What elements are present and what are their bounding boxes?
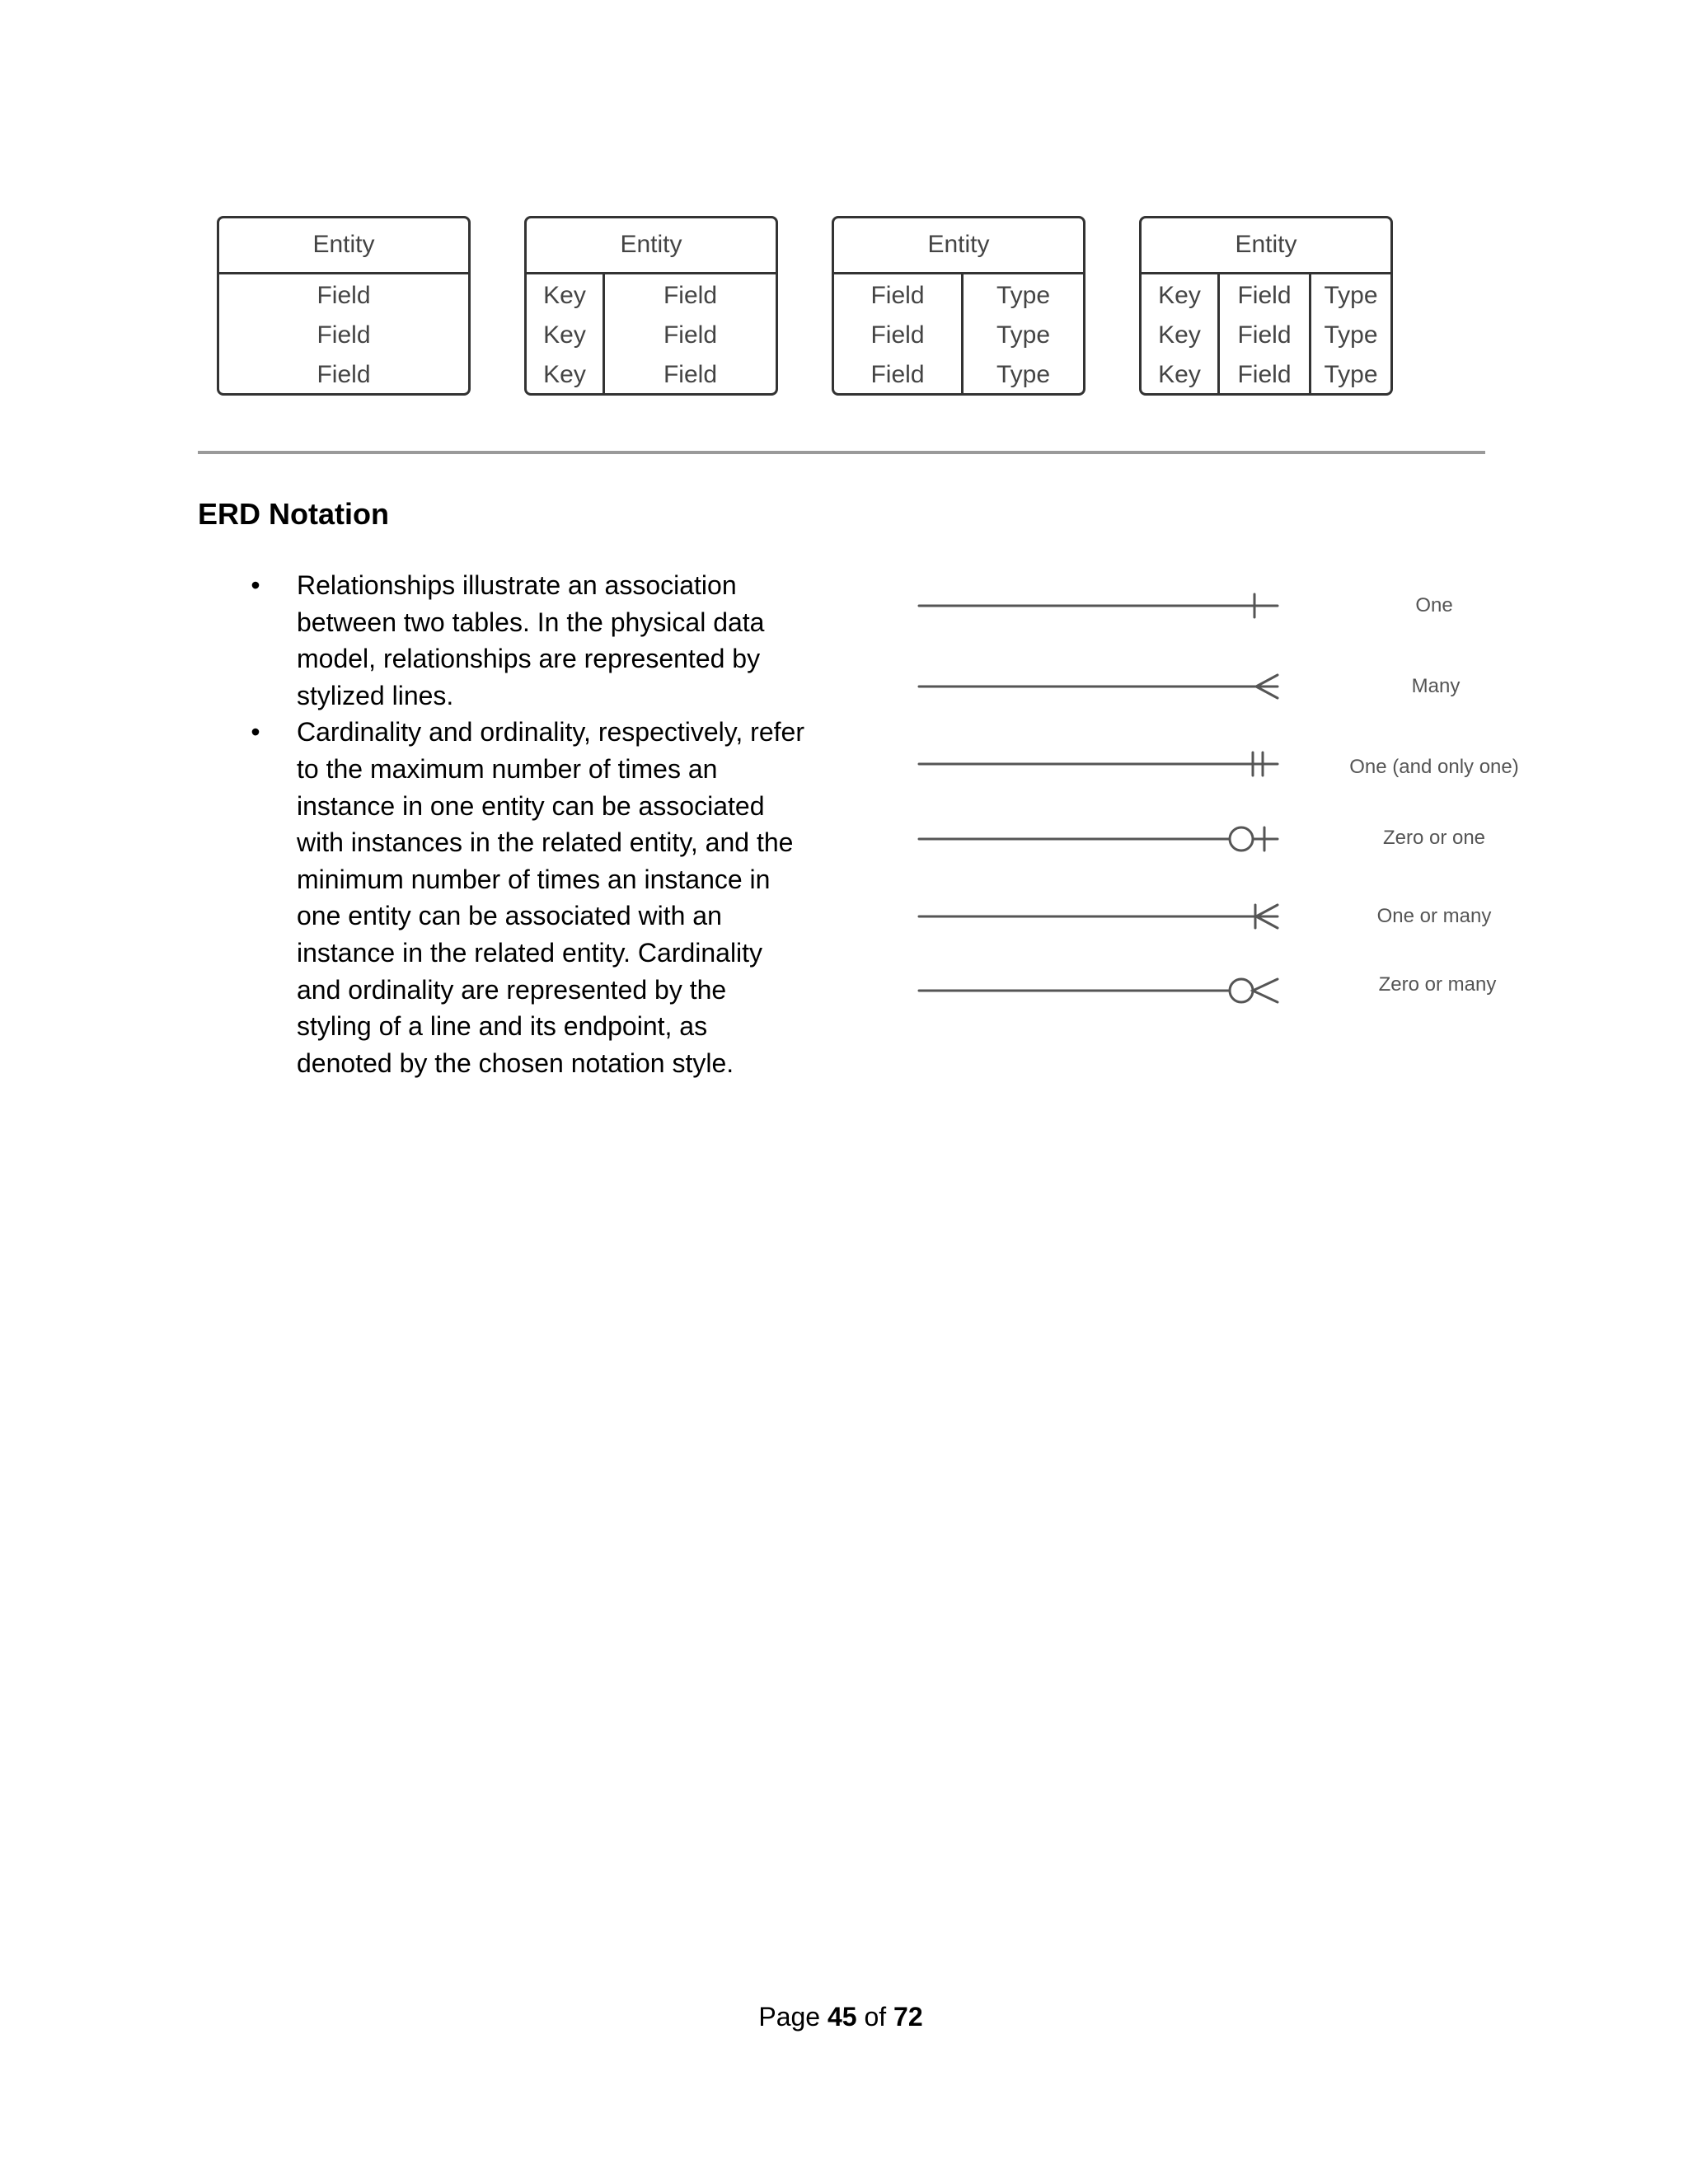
entity-box-field-type (832, 216, 1085, 396)
entity-cell: Field (870, 361, 925, 388)
page-total-number: 72 (893, 2002, 923, 2032)
entity-cell: Key (543, 282, 586, 309)
section-heading: ERD Notation (198, 497, 389, 531)
entity-cell: Field (316, 321, 371, 349)
notation-label: One or many (1376, 905, 1492, 927)
entity-title: Entity (834, 218, 1083, 274)
entity-cell: Field (316, 361, 371, 388)
notation-label: Many (1411, 675, 1461, 697)
entity-cell: Field (1237, 282, 1292, 309)
entity-cell: Field (663, 321, 718, 349)
entity-box-field (217, 216, 471, 396)
erd-notation-diagram (907, 577, 1533, 1022)
entity-cell: Field (870, 321, 925, 349)
zero-or-one-notation-icon (919, 827, 1278, 851)
bullet-item (247, 567, 808, 714)
bullet-item (247, 714, 808, 1081)
entity-title: Entity (527, 218, 776, 274)
bullet-list (247, 567, 808, 1081)
entity-cell: Key (1158, 361, 1201, 388)
many-notation-icon (919, 675, 1278, 698)
entity-box-key-field (524, 216, 778, 396)
entity-cell: Field (1237, 321, 1292, 349)
entity-cell: Field (663, 361, 718, 388)
entity-cell: Field (870, 282, 925, 309)
notation-label: One (and only one) (1349, 756, 1519, 778)
one-or-many-notation-icon (919, 905, 1278, 928)
notation-label: Zero or one (1382, 827, 1486, 849)
entity-cell: Key (543, 321, 586, 349)
zero-or-many-notation-icon (919, 979, 1278, 1002)
entity-title: Entity (219, 218, 468, 274)
entity-cell: Key (1158, 321, 1201, 349)
entity-cell: Field (1237, 361, 1292, 388)
entity-cell: Type (1324, 361, 1378, 388)
section-divider (198, 451, 1485, 454)
entity-cell: Type (1324, 282, 1378, 309)
page-current-number: 45 (827, 2002, 857, 2032)
entity-cell: Field (663, 282, 718, 309)
notation-label: Zero or many (1378, 973, 1497, 996)
entity-cell: Type (996, 321, 1051, 349)
page-footer-separator: of (864, 2002, 887, 2032)
entity-cell: Type (996, 361, 1051, 388)
bullet-icon: • (251, 717, 260, 748)
entity-cell: Key (1158, 282, 1201, 309)
bullet-icon: • (251, 570, 260, 600)
bullet-text: Cardinality and ordinality, respectively, refer to the maximum number of times an instance in one entity can be associated with instances in the related entity, and the minimum number of times an instance in one entity can be associated with an instance in the related entity. Cardinality and ordinality are represented by the styling of a line and its endpoint, as denoted by the chosen notation style. (297, 717, 804, 1078)
entity-cell: Key (543, 361, 586, 388)
entity-cell: Type (996, 282, 1051, 309)
entity-title: Entity (1142, 218, 1390, 274)
one-and-only-one-notation-icon (919, 752, 1278, 776)
bullet-text: Relationships illustrate an association between two tables. In the physical data model, relationships are represented by stylized lines. (297, 570, 765, 710)
notation-label: One (1415, 594, 1453, 616)
entity-box-key-field-type (1139, 216, 1393, 396)
one-notation-icon (919, 594, 1278, 617)
page-footer-prefix: Page (758, 2002, 821, 2032)
entity-cell: Type (1324, 321, 1378, 349)
page-footer (0, 1999, 1681, 2035)
entity-cell: Field (316, 282, 371, 309)
